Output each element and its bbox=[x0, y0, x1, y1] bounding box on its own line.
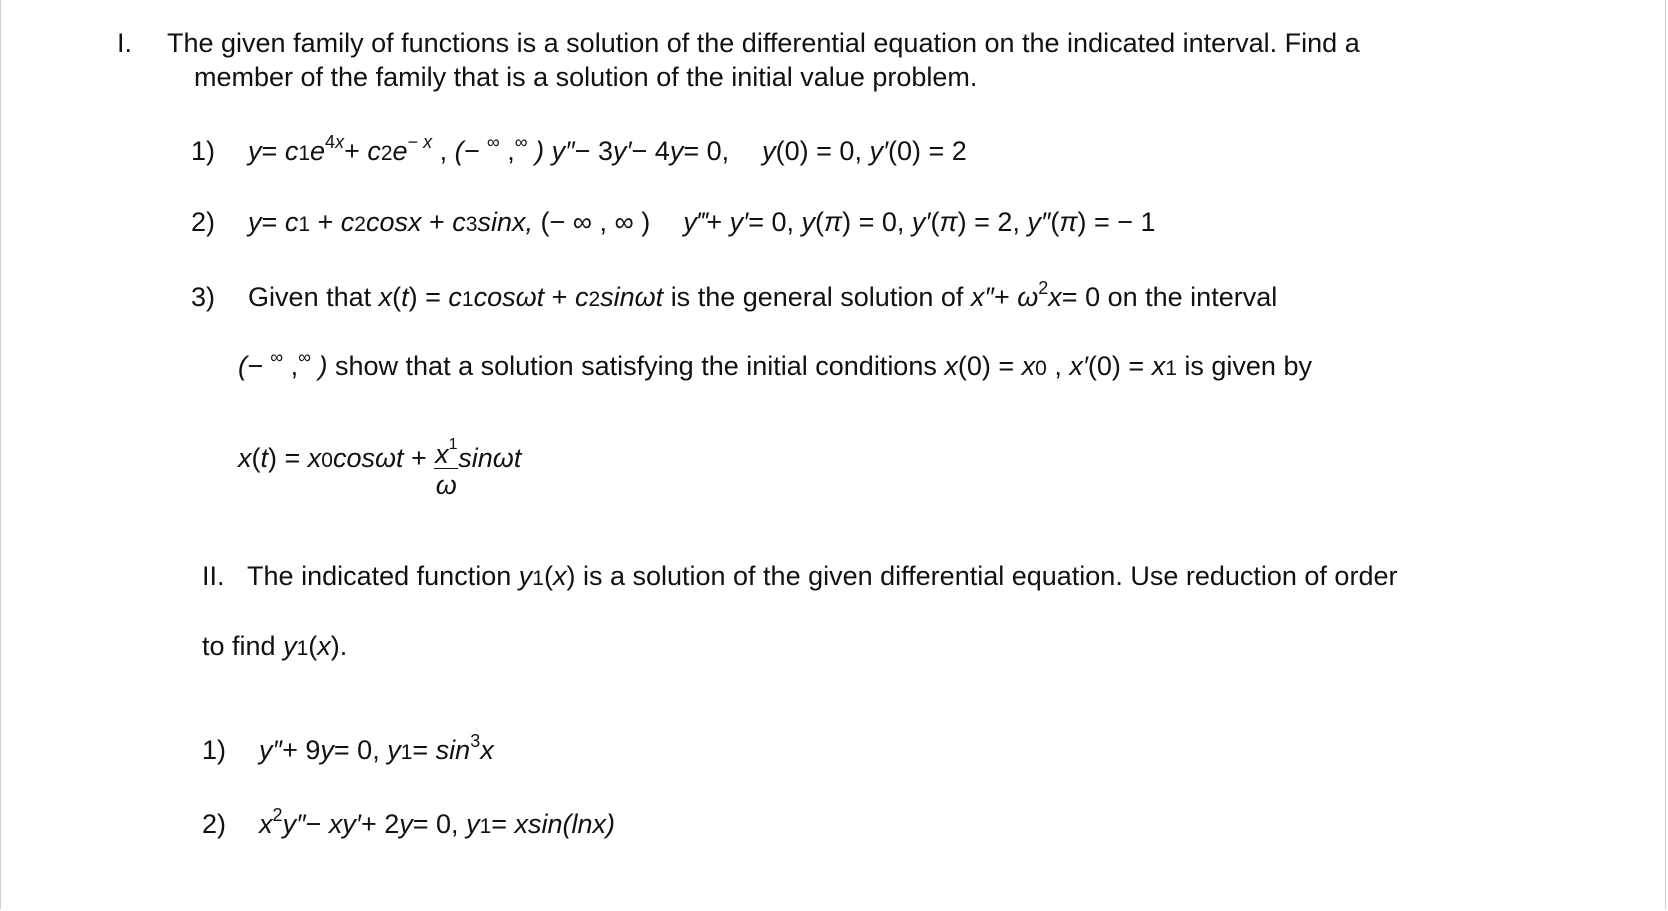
problem-1-2-interval: (− ∞ , ∞ ) bbox=[540, 207, 651, 237]
problem-2-1-ode: y″+ 9y= 0, $y1= \sin^3x$ bbox=[259, 731, 494, 765]
problem-1-3-ode: $x''+ \omega^2x= 0$ bbox=[970, 278, 1101, 312]
problem-number: 3) bbox=[191, 282, 216, 312]
problem-1-3-solution bbox=[238, 436, 522, 501]
solution-fraction: $\frac{x^1}{\omega}$ bbox=[435, 436, 458, 500]
solution-sin-term: sinωt bbox=[458, 443, 522, 473]
problem-1-1-ic: y(0) = 0, y′(0) = 2 bbox=[762, 136, 967, 166]
section-2-text: The indicated function bbox=[247, 561, 512, 591]
y1-of-x: y1(x). bbox=[283, 631, 348, 661]
problem-1-2 bbox=[191, 206, 1156, 241]
problem-1-3-line-2 bbox=[238, 347, 1312, 385]
y1-of-x: y1(x) bbox=[518, 561, 576, 591]
problem-1-3-text: is the general solution of bbox=[670, 282, 964, 312]
section-2-intro-line-2 bbox=[202, 630, 347, 665]
problem-1-3-text: on the interval bbox=[1107, 282, 1278, 312]
problem-1-3-text: is given by bbox=[1184, 351, 1312, 381]
section-1-intro-line-2: member of the family that is a solution of the initial value problem. bbox=[194, 62, 978, 92]
section-2-text: to find bbox=[202, 631, 276, 661]
problem-1-2-family: y= c1 + c2cosx + c3sinx, bbox=[248, 207, 534, 237]
problem-number: 1) bbox=[191, 136, 216, 166]
solution-lhs: x(t) = x0cosωt + bbox=[238, 443, 435, 473]
problem-1-3-ic: x(0) = x0 , x′(0) = x1 bbox=[944, 351, 1177, 381]
problem-1-3-text: Given that bbox=[248, 282, 372, 312]
problem-1-3-general-solution: x(t) = c1cosωt + c2sinωt bbox=[378, 282, 664, 312]
section-2-text: is a solution of the given differential equation. Use reduction of order bbox=[582, 561, 1398, 591]
problem-number: 1) bbox=[202, 735, 227, 765]
problem-number: 2) bbox=[202, 809, 227, 839]
section-1-intro-line-1: The given family of functions is a solution of the differential equation on the indicated interval. Find a bbox=[167, 28, 1360, 58]
section-2-intro-line-1 bbox=[202, 560, 1397, 595]
problem-1-3-line-1 bbox=[191, 278, 1278, 316]
problem-number: 2) bbox=[191, 207, 216, 237]
problem-1-2-ode: y‴+ y′= 0, bbox=[683, 207, 795, 237]
section-2-numeral: II. bbox=[202, 561, 225, 591]
problem-1-1-ode: y″− 3y′− 4y= 0, bbox=[551, 136, 730, 166]
problem-1-2-ic: y(π) = 0, y′(π) = 2, y″(π) = − 1 bbox=[801, 207, 1156, 237]
problem-1-1 bbox=[191, 132, 967, 170]
problem-2-2-ode: $x^2y''- xy'+ 2y= 0$, y1= xsin(lnx) bbox=[259, 805, 616, 839]
problem-2-1 bbox=[202, 731, 494, 769]
problem-1-3-text: show that a solution satisfying the initial conditions bbox=[335, 351, 937, 381]
problem-1-1-family: $y= c1e^{4x}+ c2e^{- x}$ , bbox=[248, 132, 448, 166]
problem-1-3-interval: (− ∞ ,∞ ) bbox=[238, 347, 328, 381]
section-1-numeral: I. bbox=[117, 28, 133, 58]
problem-1-1-interval: (− ∞ ,∞ ) bbox=[454, 132, 545, 166]
problem-2-2 bbox=[202, 805, 616, 843]
